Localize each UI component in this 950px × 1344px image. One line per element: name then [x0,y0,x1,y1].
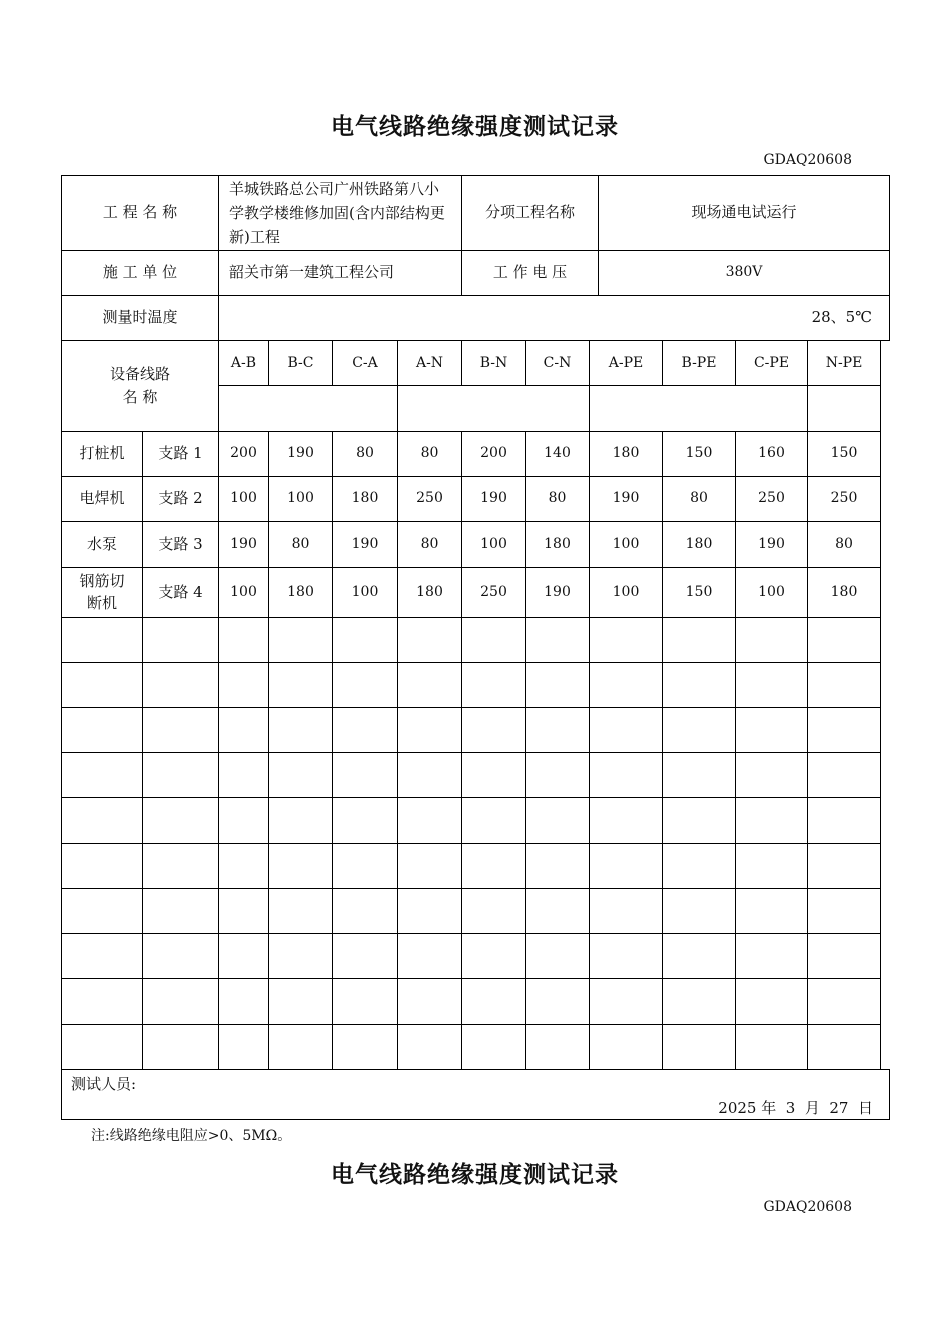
empty-cell [61,707,143,753]
value-cell: 80 [807,521,881,568]
voltage-label: 工 作 电 压 [461,250,599,296]
empty-cell [807,978,881,1025]
value-cell: 80 [397,431,462,477]
value-cell: 180 [397,567,462,618]
empty-cell [735,978,808,1025]
empty-cell [61,843,143,889]
tester-label: 测试人员: [71,1075,137,1093]
empty-cell [332,888,398,934]
empty-cell [61,1024,143,1070]
column-header: B-N [461,340,526,386]
contractor-label: 施 工 单 位 [61,250,219,296]
header-group-cell [218,385,398,432]
empty-cell [735,752,808,798]
value-cell: 150 [807,431,881,477]
project-name-label: 工 程 名 称 [61,175,219,251]
value-cell: 150 [662,567,736,618]
branch-cell: 支路 3 [142,521,219,568]
empty-cell [332,1024,398,1070]
empty-cell [142,617,219,663]
value-cell: 80 [268,521,333,568]
value-cell: 250 [397,476,462,522]
column-header: C-PE [735,340,808,386]
value-cell: 80 [525,476,590,522]
empty-cell [807,797,881,844]
value-cell: 180 [525,521,590,568]
empty-cell [461,1024,526,1070]
empty-cell [142,662,219,708]
empty-cell [142,843,219,889]
empty-cell [268,752,333,798]
empty-cell [525,888,590,934]
empty-cell [332,797,398,844]
empty-cell [142,752,219,798]
empty-cell [268,617,333,663]
empty-cell [525,617,590,663]
second-document-code: GDAQ20608 [763,1199,852,1215]
empty-cell [807,843,881,889]
empty-cell [735,617,808,663]
column-header: A-N [397,340,462,386]
value-cell: 80 [397,521,462,568]
empty-cell [461,707,526,753]
device-cell: 电焊机 [61,476,143,522]
empty-cell [332,707,398,753]
empty-cell [589,978,663,1025]
empty-cell [268,797,333,844]
empty-cell [218,978,269,1025]
value-cell: 100 [218,476,269,522]
empty-cell [142,933,219,979]
column-header: A-B [218,340,269,386]
empty-cell [735,662,808,708]
empty-cell [268,933,333,979]
empty-cell [662,843,736,889]
value-cell: 180 [589,431,663,477]
empty-cell [61,662,143,708]
empty-cell [735,1024,808,1070]
temperature-value: 28、5℃ [218,295,890,341]
empty-cell [218,707,269,753]
device-cell: 水泵 [61,521,143,568]
header-group-cell [397,385,590,432]
empty-cell [589,752,663,798]
empty-cell [807,888,881,934]
empty-cell [735,933,808,979]
empty-cell [807,1024,881,1070]
empty-cell [525,707,590,753]
empty-cell [589,707,663,753]
value-cell: 190 [735,521,808,568]
column-header: C-N [525,340,590,386]
empty-cell [461,933,526,979]
footnote: 注:线路绝缘电阻应>0、5MΩ。 [91,1128,292,1144]
branch-cell: 支路 4 [142,567,219,618]
value-cell: 180 [662,521,736,568]
contractor-value: 韶关市第一建筑工程公司 [218,250,462,296]
value-cell: 190 [461,476,526,522]
empty-cell [807,617,881,663]
value-cell: 100 [589,567,663,618]
empty-cell [268,662,333,708]
empty-cell [61,752,143,798]
empty-cell [268,843,333,889]
empty-cell [332,978,398,1025]
empty-cell [807,707,881,753]
tester-section [61,1069,890,1120]
column-header: A-PE [589,340,663,386]
empty-cell [332,662,398,708]
empty-cell [525,978,590,1025]
empty-cell [142,797,219,844]
empty-cell [218,662,269,708]
empty-cell [807,752,881,798]
empty-cell [218,843,269,889]
header-group-cell [807,385,881,432]
empty-cell [218,617,269,663]
empty-cell [662,797,736,844]
empty-cell [589,933,663,979]
empty-cell [397,843,462,889]
empty-cell [61,933,143,979]
empty-cell [735,797,808,844]
empty-cell [332,617,398,663]
empty-cell [662,752,736,798]
empty-cell [662,707,736,753]
value-cell: 180 [268,567,333,618]
value-cell: 190 [589,476,663,522]
value-cell: 190 [525,567,590,618]
empty-cell [397,1024,462,1070]
value-cell: 250 [807,476,881,522]
empty-cell [332,752,398,798]
empty-cell [61,797,143,844]
empty-cell [268,978,333,1025]
empty-cell [397,707,462,753]
header-group-cell [589,385,808,432]
document-title: 电气线路绝缘强度测试记录 [331,114,619,140]
value-cell: 250 [735,476,808,522]
empty-cell [218,888,269,934]
empty-cell [268,1024,333,1070]
device-cell: 打桩机 [61,431,143,477]
empty-cell [397,888,462,934]
empty-cell [662,888,736,934]
value-cell: 100 [589,521,663,568]
empty-cell [525,797,590,844]
temperature-label: 测量时温度 [61,295,219,341]
value-cell: 100 [218,567,269,618]
branch-cell: 支路 2 [142,476,219,522]
empty-cell [525,933,590,979]
empty-cell [332,933,398,979]
empty-cell [268,707,333,753]
empty-cell [461,843,526,889]
empty-cell [461,662,526,708]
empty-cell [461,797,526,844]
empty-cell [589,797,663,844]
value-cell: 250 [461,567,526,618]
value-cell: 180 [332,476,398,522]
branch-cell: 支路 1 [142,431,219,477]
empty-cell [735,707,808,753]
value-cell: 150 [662,431,736,477]
value-cell: 100 [332,567,398,618]
empty-cell [397,933,462,979]
empty-cell [735,843,808,889]
column-header: B-PE [662,340,736,386]
empty-cell [807,933,881,979]
value-cell: 100 [735,567,808,618]
empty-cell [218,752,269,798]
sub-project-label: 分项工程名称 [461,175,599,251]
empty-cell [142,707,219,753]
empty-cell [142,978,219,1025]
empty-cell [525,662,590,708]
empty-cell [461,888,526,934]
sub-project-value: 现场通电试运行 [598,175,890,251]
value-cell: 200 [218,431,269,477]
second-document-title: 电气线路绝缘强度测试记录 [331,1162,619,1188]
empty-cell [61,888,143,934]
value-cell: 140 [525,431,590,477]
empty-cell [525,1024,590,1070]
value-cell: 190 [218,521,269,568]
empty-cell [807,662,881,708]
empty-cell [461,752,526,798]
empty-cell [397,797,462,844]
voltage-value: 380V [598,250,890,296]
empty-cell [662,933,736,979]
column-header: N-PE [807,340,881,386]
value-cell: 80 [332,431,398,477]
empty-cell [332,843,398,889]
empty-cell [662,662,736,708]
device-cell: 钢筋切断机 [61,567,143,618]
empty-cell [662,1024,736,1070]
empty-cell [397,978,462,1025]
empty-cell [589,1024,663,1070]
value-cell: 190 [332,521,398,568]
empty-cell [461,617,526,663]
empty-cell [61,978,143,1025]
empty-cell [218,797,269,844]
value-cell: 100 [461,521,526,568]
empty-cell [397,662,462,708]
empty-cell [735,888,808,934]
empty-cell [218,933,269,979]
value-cell: 200 [461,431,526,477]
column-header: C-A [332,340,398,386]
empty-cell [461,978,526,1025]
empty-cell [142,888,219,934]
empty-cell [662,617,736,663]
value-cell: 80 [662,476,736,522]
value-cell: 190 [268,431,333,477]
empty-cell [218,1024,269,1070]
value-cell: 160 [735,431,808,477]
column-header: B-C [268,340,333,386]
project-name-value: 羊城铁路总公司广州铁路第八小学教学楼维修加固(含内部结构更新)工程 [218,175,462,251]
empty-cell [142,1024,219,1070]
empty-cell [589,843,663,889]
empty-cell [61,617,143,663]
empty-cell [589,617,663,663]
empty-cell [525,843,590,889]
empty-cell [525,752,590,798]
device-name-header: 设备线路 名 称 [61,340,219,432]
test-date: 2025 年 3 月 27 日 [718,1099,873,1117]
value-cell: 100 [268,476,333,522]
empty-cell [268,888,333,934]
value-cell: 180 [807,567,881,618]
empty-cell [397,617,462,663]
empty-cell [397,752,462,798]
empty-cell [589,888,663,934]
empty-cell [589,662,663,708]
empty-cell [662,978,736,1025]
document-code: GDAQ20608 [763,152,852,168]
